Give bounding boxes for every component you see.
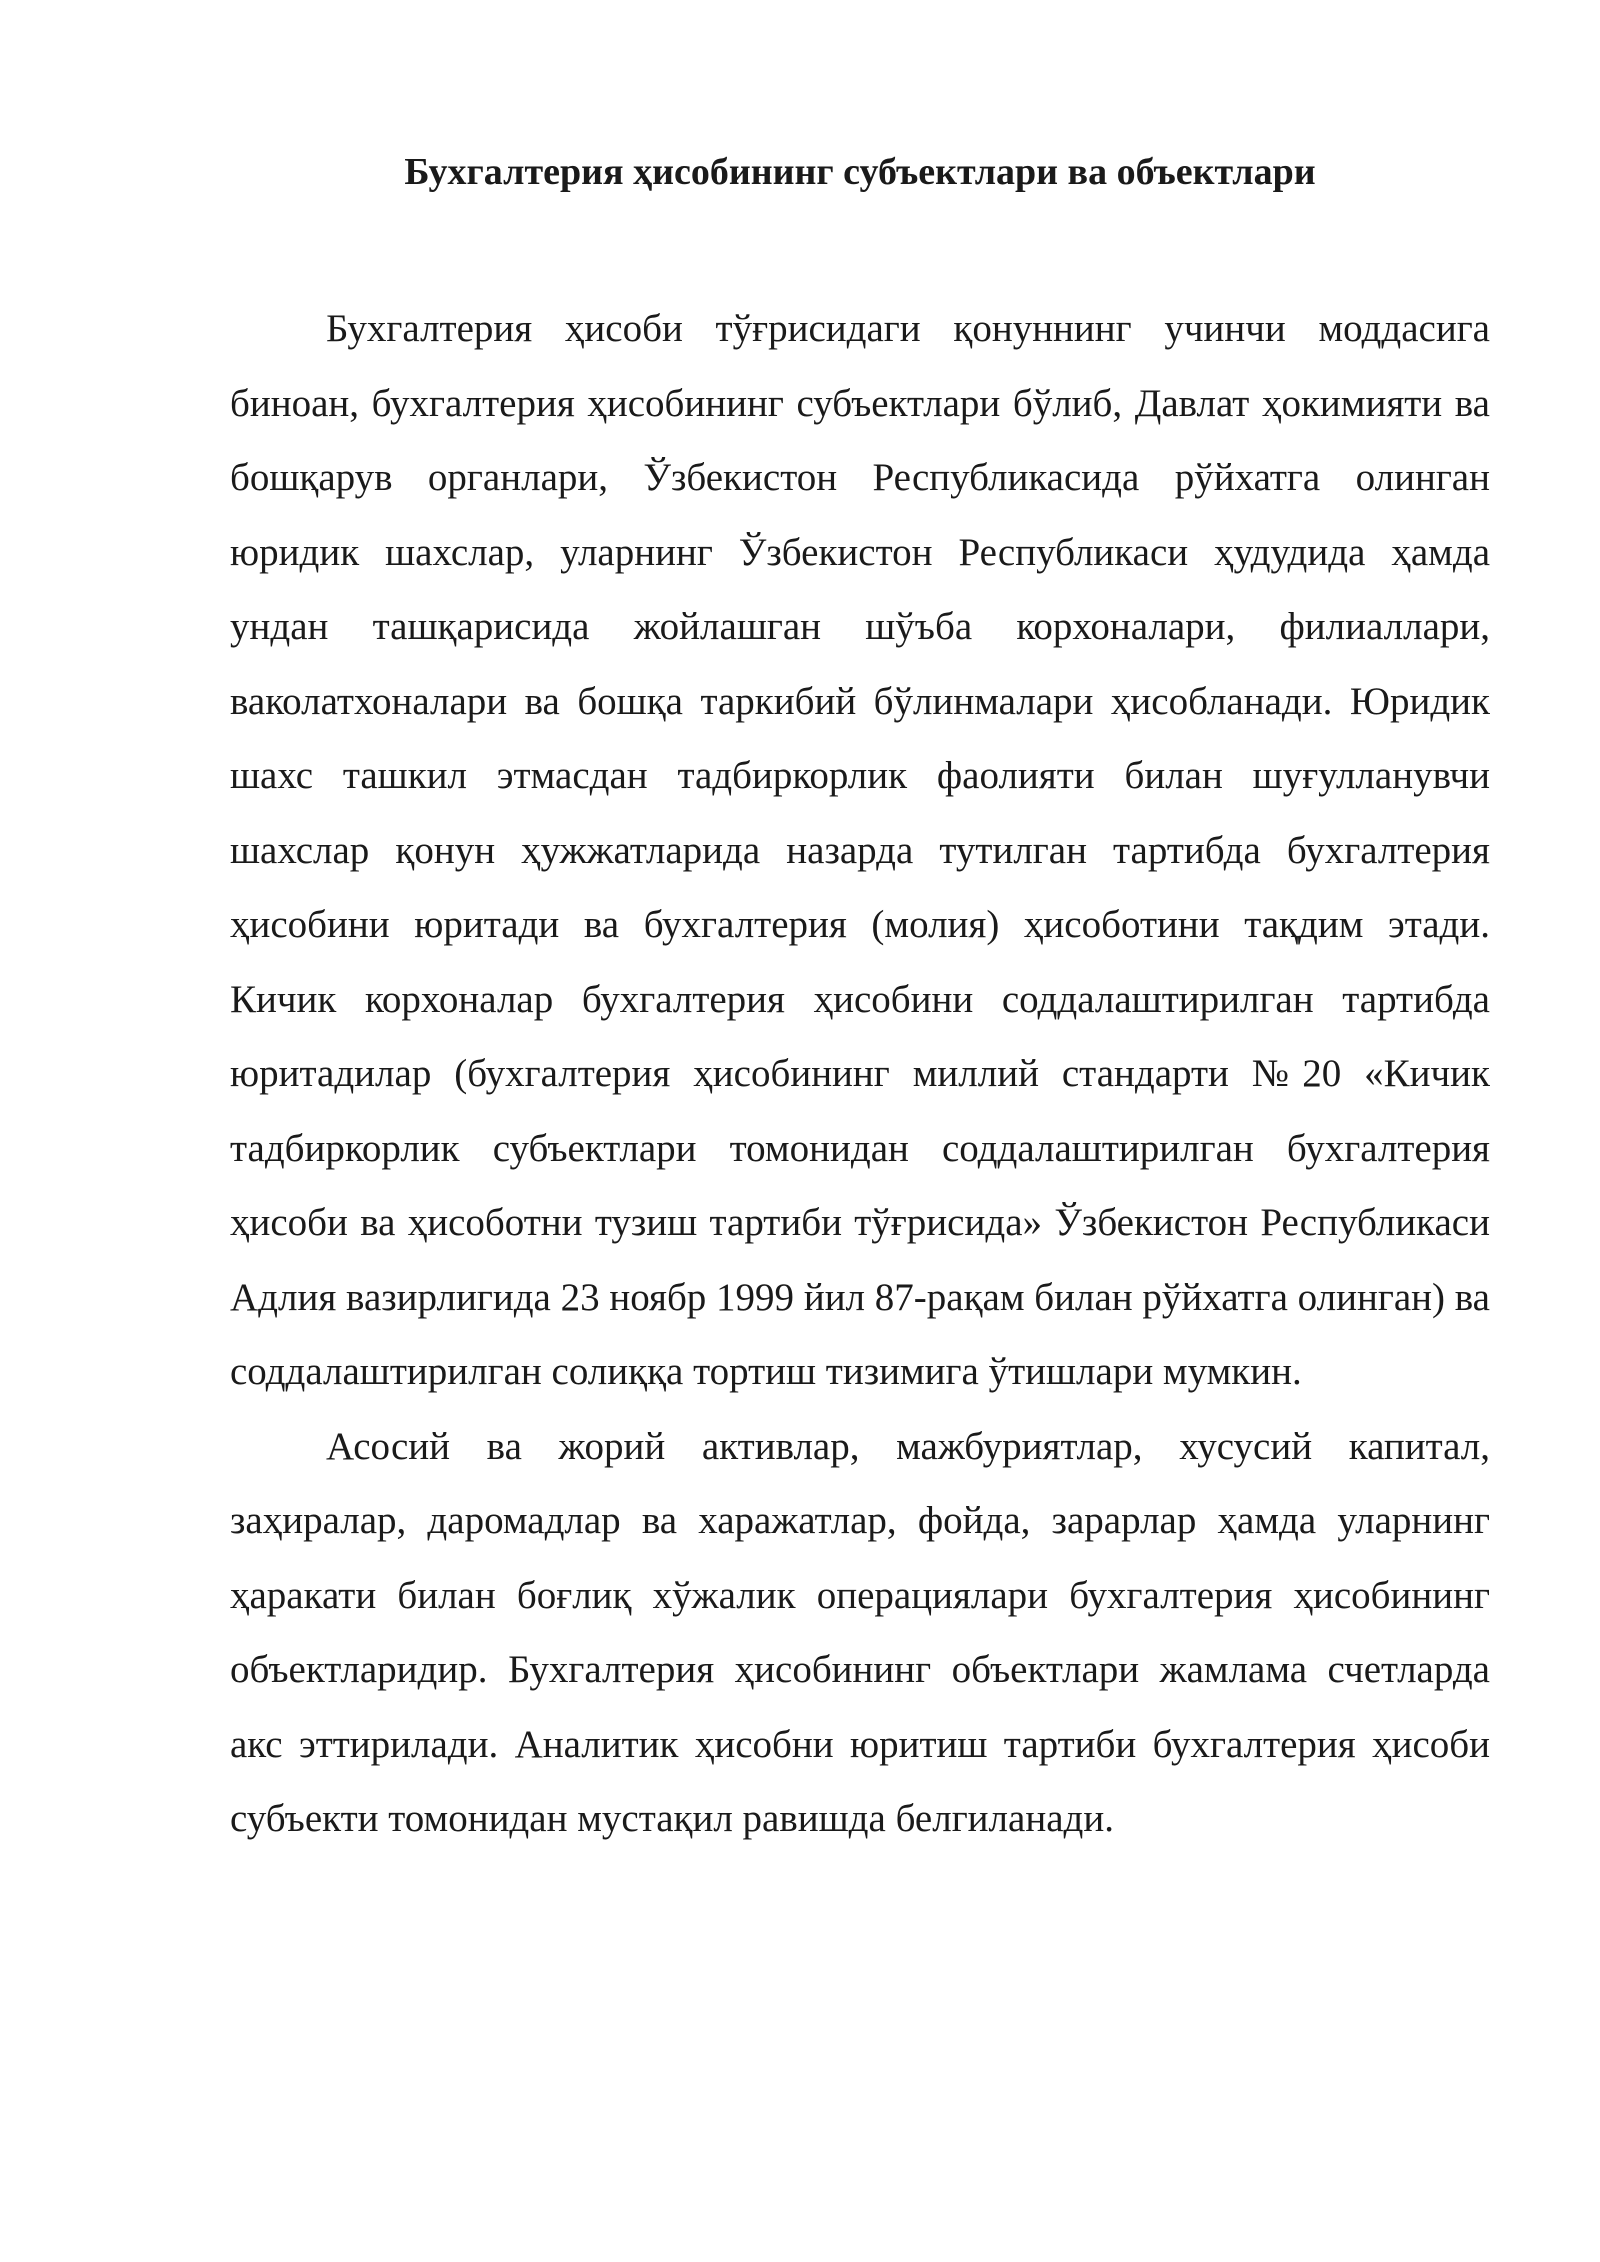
document-body xyxy=(230,292,1490,1857)
document-title: Бухгалтерия ҳисобининг субъектлари ва объектлари xyxy=(404,151,1316,193)
paragraph-subjects: Бухгалтерия ҳисоби тўғрисидаги қонуннинг учинчи моддасига биноан, бухгалтерия ҳисобининг субъектлари бўлиб, Давлат ҳокимияти ва бошқарув органлари, Ўзбекистон Республикасида рўйхатга олинган юридик шахслар, уларнинг Ўзбекистон Республикаси ҳудудида ҳамда ундан ташқарисида жойлашган шўъба корхоналари, филиаллари, ваколатхоналари ва бошқа таркибий бўлинмалари ҳисобланади. Юридик шахс ташкил этмасдан тадбиркорлик фаолияти билан шуғулланувчи шахслар қонун ҳужжатларида назарда тутилган тартибда бухгалтерия ҳисобини юритади ва бухгалтерия (молия) ҳисоботини тақдим этади. Кичик корхоналар бухгалтерия ҳисобини соддалаштирилган тартибда юритадилар (бухгалтерия ҳисобининг миллий стандарти №20 «Кичик тадбиркорлик субъектлари томонидан соддалаштирилган бухгалтерия ҳисоби ва ҳисоботни тузиш тартиби тўғрисида» Ўзбекистон Республикаси Адлия вазирлигида 23 ноябр 1999 йил 87-рақам билан рўйхатга олинган) ва соддалаштирилган солиққа тортиш тизимига ўтишлари мумкин. xyxy=(230,307,1490,1393)
paragraph-objects: Асосий ва жорий активлар, мажбуриятлар, хусусий капитал, заҳиралар, даромадлар ва харажатлар, фойда, зарарлар ҳамда уларнинг ҳаракати билан боғлиқ хўжалик операциялари бухгалтерия ҳисобининг объектларидир. Бухгалтерия ҳисобининг объектлари жамлама счетларда акс эттирилади. Аналитик ҳисобни юритиш тартиби бухгалтерия ҳисоби субъекти томонидан мустақил равишда белгиланади. xyxy=(230,1424,1490,1840)
